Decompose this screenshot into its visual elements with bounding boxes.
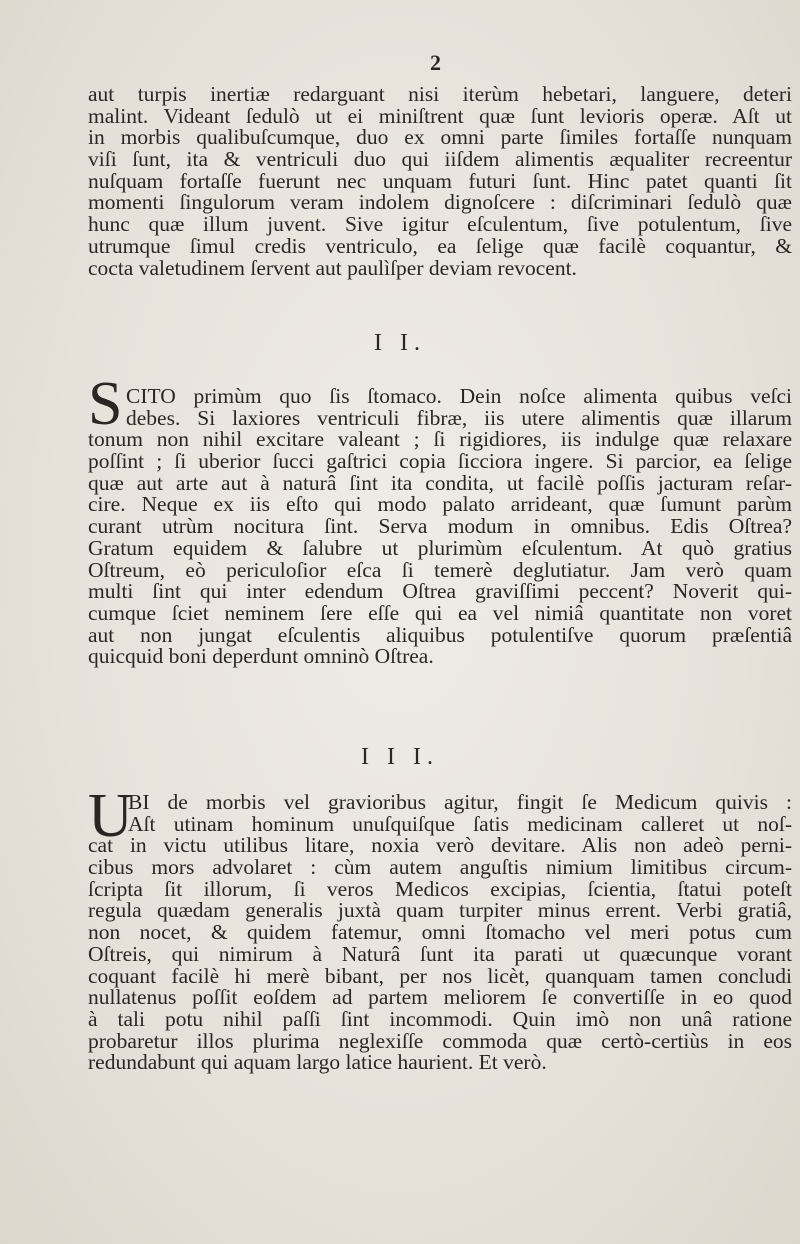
- text-line: coquant facilè hi merè bibant, per nos licèt, quanquam tamen concludi: [88, 963, 792, 988]
- text-line: tonum non nihil excitare valeant ; ſi rigidiores, iis indulge quæ relaxare: [88, 427, 792, 452]
- section-heading-2: I I.: [374, 330, 426, 356]
- text-line: probaretur illos plurima neglexiſſe commoda quæ certò-certiùs in eos: [88, 1028, 792, 1053]
- text-line: hunc quæ illum juvent. Sive igitur eſculentum, ſive potulentum, ſive: [88, 212, 792, 237]
- text-line: cat in victu utilibus litare, noxia verò devitare. Alis non adeò perni-: [88, 833, 792, 858]
- drop-cap-s: S: [88, 370, 123, 438]
- text-line: à tali potu nihil paſſi ſint incommodi. Quin imò non unâ ratione: [88, 1006, 792, 1031]
- text-line: CITO primùm quo ſis ſtomaco. Dein noſce alimenta quibus veſci: [126, 384, 792, 408]
- text-line: aut non jungat eſculentis aliquibus potulentiſve quorum præſentiâ: [88, 622, 792, 647]
- text-line: in morbis qualibuſcumque, duo ex omni parte ſimiles fortaſſe nunquam: [88, 125, 792, 150]
- text-line: cumque ſciet neminem ſere eſſe qui ea vel nimiâ quantitate non voret: [88, 600, 792, 625]
- text-line: poſſint ; ſi uberior ſucci gaſtrici copia ſicciora ingere. Si parcior, ea ſelige: [88, 449, 792, 474]
- text-line: Gratum equidem & ſalubre ut plurimùm eſculentum. At quò gratius: [88, 535, 792, 560]
- text-line: nuſquam fortaſſe fuerunt nec unquam futuri ſunt. Hinc patet quanti ſit: [88, 168, 792, 193]
- text-line: Aſt utinam hominum unuſquiſque ſatis medicinam calleret ut noſ-: [128, 811, 792, 836]
- paragraph-3-lead: [128, 792, 792, 835]
- text-line: cibus mors advolaret : cùm autem anguſtis nimium limitibus circum-: [88, 855, 792, 880]
- text-line: Oſtreis, qui nimirum à Naturâ ſunt ita parati ut quæcunque vorant: [88, 941, 792, 966]
- text-line: utrumque ſimul credis ventriculo, ea ſelige quæ facilè coquantur, &: [88, 233, 792, 258]
- drop-cap-u: U: [88, 782, 133, 850]
- text-line: ſcripta ſit illorum, ſi veros Medicos excipias, ſcientia, ſtatui poteſt: [88, 876, 792, 901]
- text-line: quæ aut arte aut à naturâ ſint ita condita, ut facilè poſſis jacturam reſar-: [88, 470, 792, 495]
- paragraph-1: [88, 84, 792, 279]
- text-line: regula quædam generalis juxtà quam turpiter minus errent. Verbi gratiâ,: [88, 898, 792, 923]
- text-line: cocta valetudinem ſervent aut paulìſper deviam revocent.: [88, 255, 577, 280]
- text-line: quicquid boni deperdunt omninò Oſtrea.: [88, 644, 434, 669]
- text-line: BI de morbis vel gravioribus agitur, fingit ſe Medicum quivis :: [128, 790, 792, 814]
- text-line: cire. Neque ex iis eſto qui modo palato arrideant, quæ ſumunt parùm: [88, 492, 792, 517]
- page-number: 2: [430, 50, 442, 75]
- text-line: Oſtreum, eò periculoſior eſca ſi temerè deglutiatur. Jam verò quam: [88, 557, 792, 582]
- text-line: redundabunt qui aquam largo latice haurient. Et verò.: [88, 1050, 547, 1075]
- text-line: nullatenus poſſit eoſdem ad partem meliorem ſe convertiſſe in eo quod: [88, 985, 792, 1010]
- text-line: non nocet, & quidem fatemur, omni ſtomacho vel meri potus cum: [88, 920, 792, 945]
- text-line: viſi ſunt, ita & ventriculi duo qui iiſdem alimentis æqualiter recreentur: [88, 147, 792, 172]
- paragraph-2-lead: [126, 386, 792, 429]
- text-line: aut turpis inertiæ redarguant nisi iterùm hebetari, languere, deteri: [88, 82, 792, 106]
- text-line: debes. Si laxiores ventriculi fibræ, iis utere alimentis quæ illarum: [126, 405, 792, 430]
- text-line: momenti ſingulorum veram indolem dignoſcere : diſcriminari ſedulò quæ: [88, 190, 792, 215]
- section-heading-3: I I I.: [361, 744, 439, 770]
- text-line: malint. Videant ſedulò ut ei miniſtrent quæ ſunt levioris operæ. Aſt ut: [88, 103, 792, 128]
- paragraph-3: [88, 835, 792, 1074]
- paragraph-2: [88, 429, 792, 668]
- text-line: curant utrùm nocitura ſint. Serva modum in omnibus. Edis Oſtrea?: [88, 514, 792, 539]
- text-line: multi ſint qui inter edendum Oſtrea graviſſimi peccent? Noverit qui-: [88, 579, 792, 604]
